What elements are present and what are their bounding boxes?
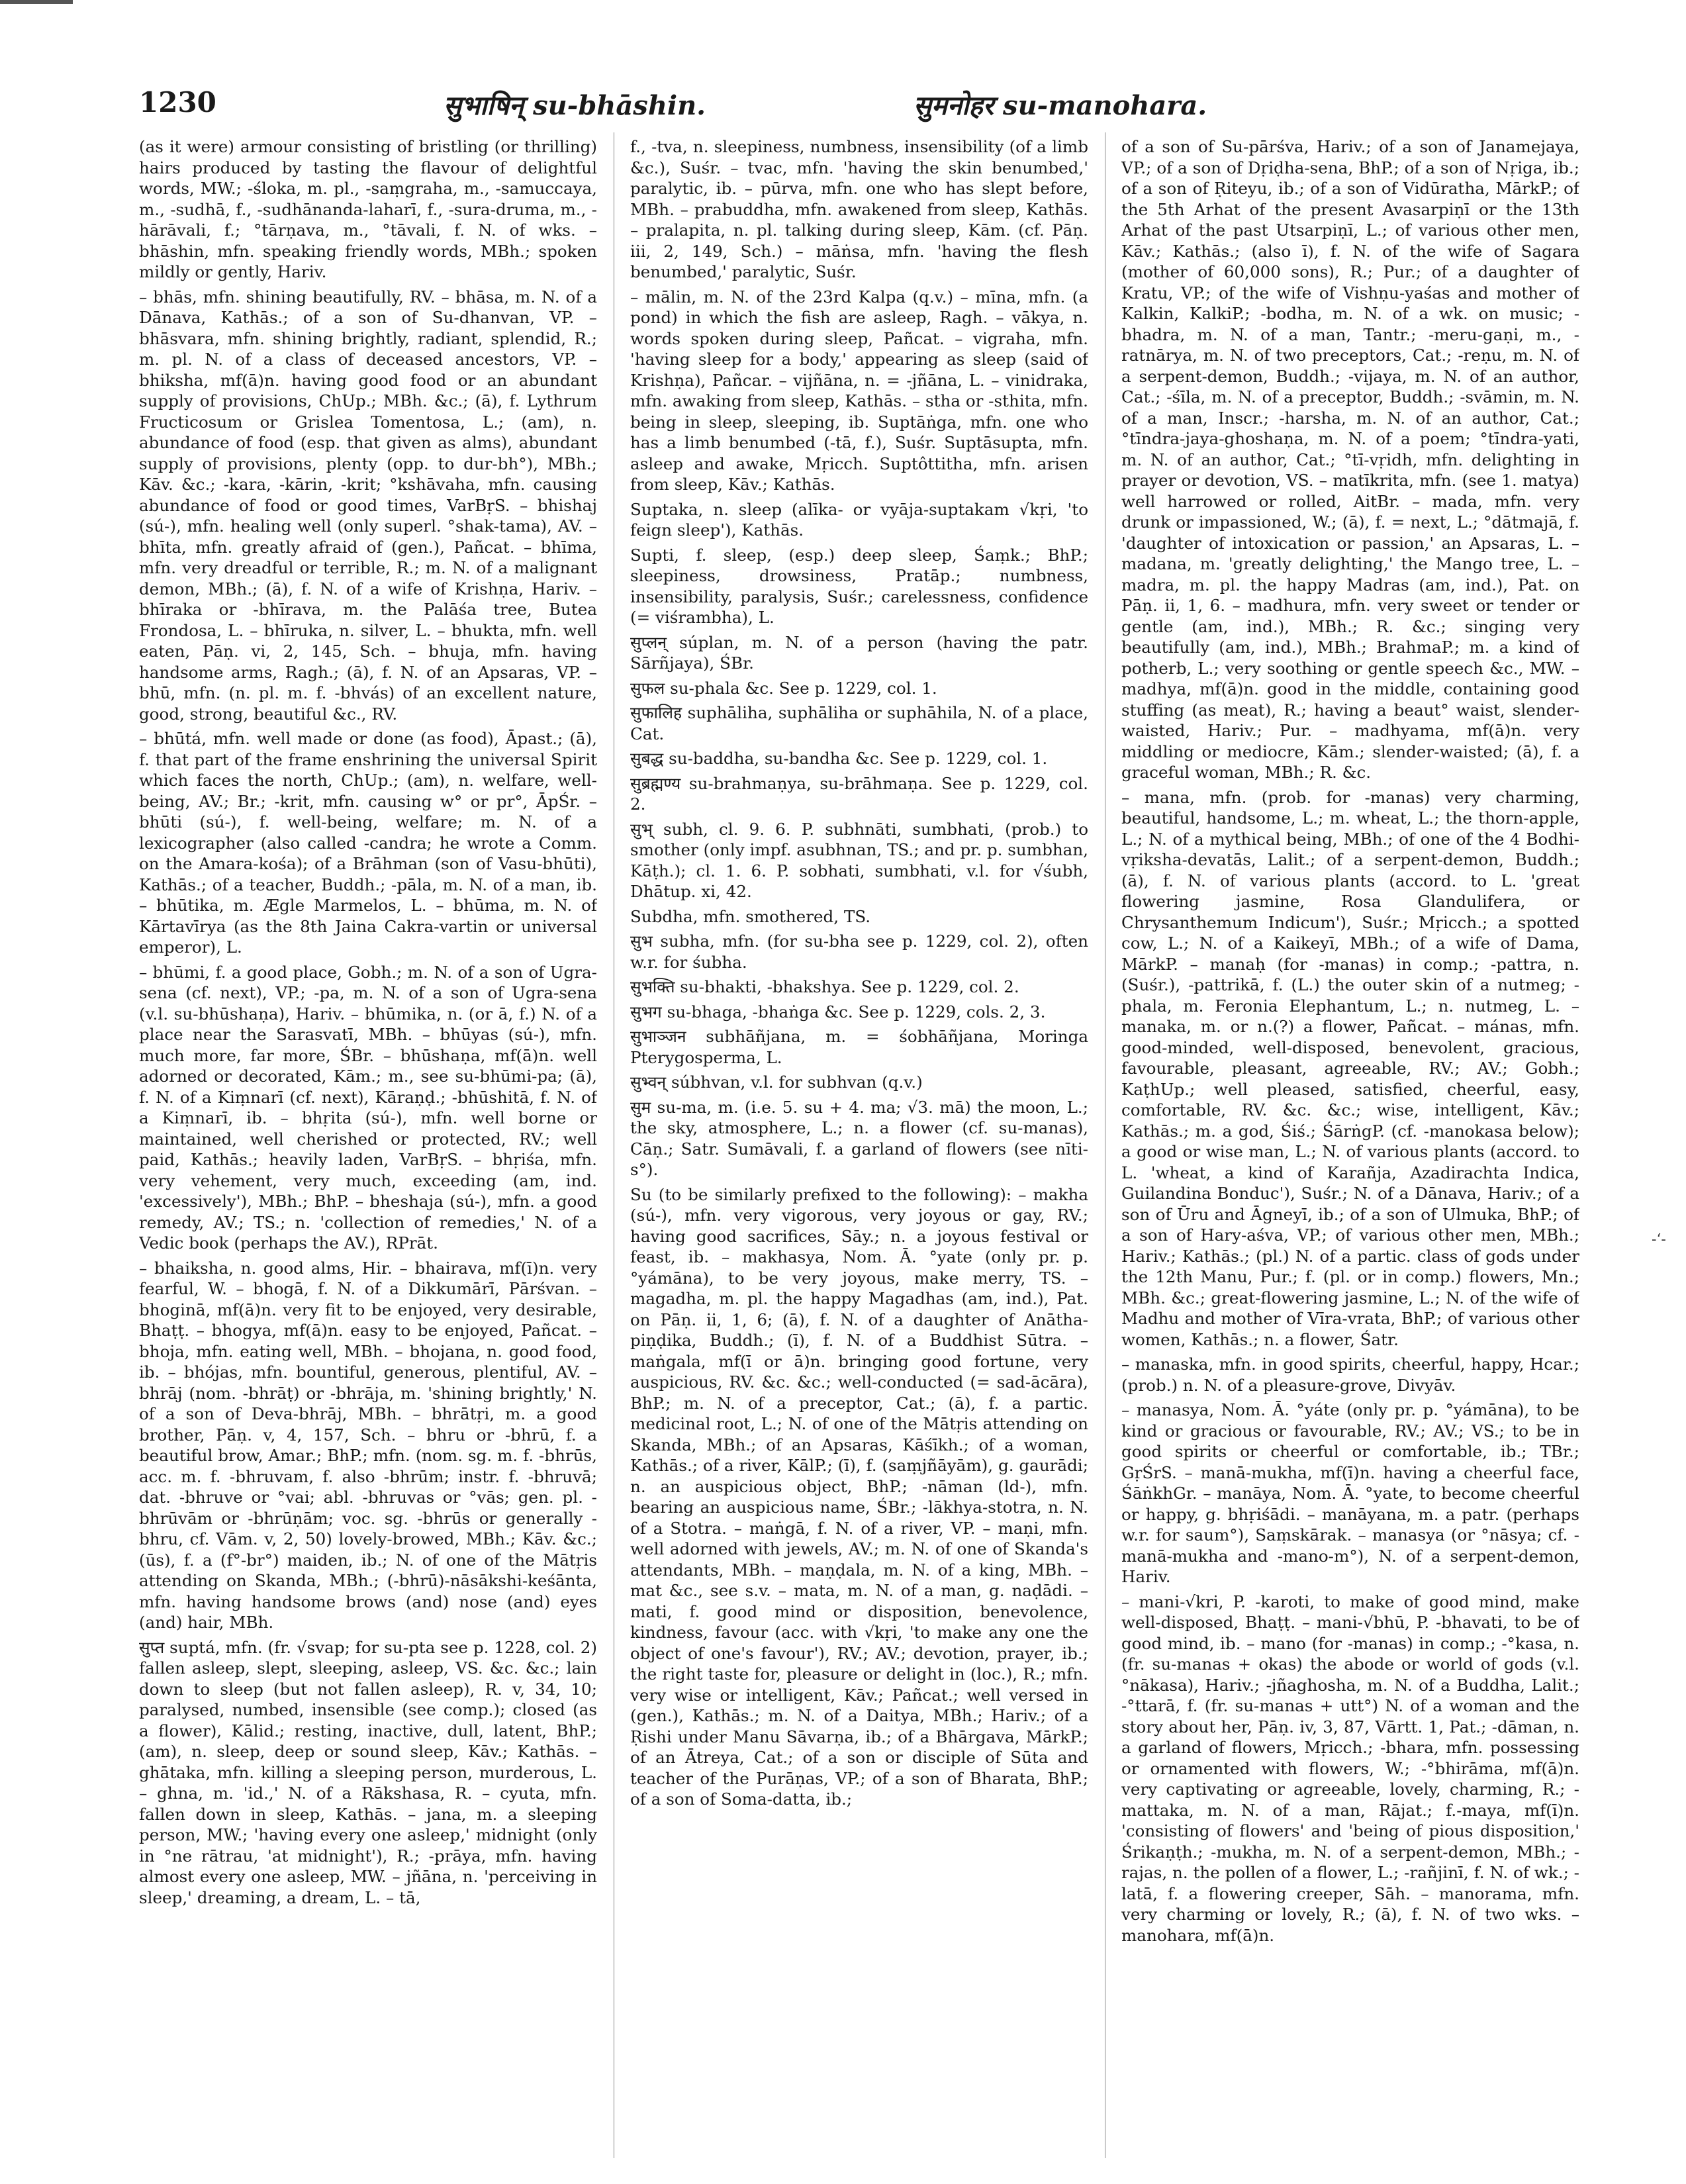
dictionary-entry: सुफालिह suphāliha, suphāliha or suphāhila, N. of a place, Cat. (630, 703, 1088, 743)
dictionary-entry: – bhūtá, mfn. well made or done (as food), Āpast.; (ā), f. that part of the frame enshrining the universal Spirit which faces the north, ChUp.; (am), n. welfare, well-being, AV.; Br.; -krit, mfn. causing w° or pr°, ĀpŚr. – bhūti (sú-), f. well-being, welfare; m. N. of a lexicographer (also called -candra; he wrote a Comm. on the Amara-kośa); of a Brāhman (son of Vasu-bhūti), Kathās.; of a teacher, Buddh.; -pāla, m. N. of a man, ib. – bhūtika, m. Ægle Marmelos, L. – bhūma, m. N. of Kārtavīrya (as the 8th Jaina Cakra-vartin or universal emperor), L. (139, 729, 597, 957)
column-3 (1121, 132, 1579, 2158)
right-running-headword: सुमनोहर su-manohara. (913, 90, 1207, 121)
column-1 (139, 132, 597, 2158)
left-running-headword: सुभाषिन् su-bhāshin. (444, 90, 706, 121)
dictionary-entry: Suptaka, n. sleep (alīka- or vyāja-suptakam √kṛi, 'to feign sleep'), Kathās. (630, 499, 1088, 540)
dictionary-entry: सुभ्वन् súbhvan, v.l. for subhvan (q.v.) (630, 1072, 923, 1092)
dictionary-entry: – mana, mfn. (prob. for -manas) very charming, beautiful, handsome, L.; m. wheat, L.; the thorn-apple, L.; N. of a mythical being, MBh.; of one of the 4 Bodhi-vṛiksha-devatās, Lalit.; of a serpent-demon, Buddh.; (ā), f. N. of various plants (accord. to L. 'great flowering jasmine, Rosa Glandulifera, or Chrysanthemum Indicum'), Suśr.; Mṛicch.; a spotted cow, L.; N. of a Kaikeyī, MBh.; of a wife of Dama, MārkP. – manaḥ (for -manas) in comp.; -pattra, n. (Suśr.), -pattrikā, f. (L.) the outer skin of a nutmeg; -phala, m. Feronia Elephantum, L.; n. nutmeg, L. – manaka, m. or n.(?) a flower, Pañcat. – mánas, mfn. good-minded, well-disposed, benevolent, gracious, favourable, pleasant, agreeable, RV.; AV.; Gobh.; KaṭhUp.; well pleased, satisfied, cheerful, easy, comfortable, RV. &c. &c.; wise, intelligent, Kāv.; Kathās.; m. a god, Śiś.; ŚārṅgP. (cf. -manokasa below); a good or wise man, L.; N. of various plants (accord. to L. 'wheat, a kind of Karañja, Azadirachta Indica, Guilandina Bonduc'), Suśr.; N. of a Dānava, Hariv.; of a son of Ūru and Āgneyī, ib.; of a son of Ulmuka, BhP.; of a son of Hary-aśva, VP.; of various other men, MBh.; Hariv.; Kathās.; (pl.) N. of a partic. class of gods under the 12th Manu, Pur.; f. (pl. or in comp.) flowers, Mn.; MBh. &c.; great-flowering jasmine, L.; N. of the wife of Madhu and mother of Vīra-vrata, BhP.; of various other women, Kathās.; n. a flower, Śatr. (1121, 787, 1579, 1349)
dictionary-entry: सुफल su-phala &c. See p. 1229, col. 1. (630, 678, 937, 698)
dictionary-body (139, 132, 1582, 2158)
dictionary-entry: – manasya, Nom. Ā. °yáte (only pr. p. °yámāna), to be kind or gracious or favourable, RV.; AV.; VS.; to be in good spirits or cheerful or comfortable, ib.; TBr.; GṛŚrS. – manā-mukha, mf(ī)n. having a cheerful face, ŚāṅkhGr. – manāya, Nom. Ā. °yate, to become cheerful or happy, g. bhṛiśādi. – manāyana, m. a patr. (perhaps w.r. for saum°), Saṃskārak. – manasya (or °nāsya; cf. -manā-mukha and -mano-m°), N. of a serpent-demon, Hariv. (1121, 1400, 1579, 1586)
dictionary-entry: – bhūmi, f. a good place, Gobh.; m. N. of a son of Ugra-sena (cf. next), VP.; -pa, m. N. of a son of Ugra-sena (v.l. su-bhūshaṇa), Hariv. – bhūmika, n. (or ā, f.) N. of a place near the Sarasvatī, MBh. – bhūyas (sú-), mfn. much more, far more, ŚBr. – bhūshaṇa, mf(ā)n. well adorned or decorated, Kām.; m., see su-bhūmi-pa; (ā), f. N. of a Kiṃnarī (cf. next), Kāraṇḍ.; -bhūshitā, f. N. of a Kiṃnarī, ib. – bhṛita (sú-), mfn. well borne or maintained, well cherished or protected, RV.; well paid, Kathās.; heavily laden, VarBṛS. – bhṛiśa, mfn. very vehement, very much, exceeding (am, ind. 'excessively'), MBh.; BhP. – bheshaja (sú-), mfn. a good remedy, AV.; TS.; n. 'collection of remedies,' N. of a Vedic book (perhaps the AV.), RPrāt. (139, 962, 597, 1253)
dictionary-entry: of a son of Su-pārśva, Hariv.; of a son of Janamejaya, VP.; of a son of Dṛiḍha-sena, BhP.; of a son of Nṛiga, ib.; of a son of Ṛiteyu, ib.; of a son of Vidūratha, MārkP.; of the 5th Arhat of the present Avasarpiṇī or the 13th Arhat of the past Utsarpiṇī, L.; of various other men, Kāv.; Kathās.; (also ī), f. N. of the wife of Sagara (mother of 60,000 sons), R.; Pur.; of a daughter of Kratu, VP.; of the wife of Vishṇu-yaśas and mother of Kalkin, KalkiP.; -bodha, m. N. of a wk. on music; -bhadra, m. N. of a man, Tantr.; -meru-gaṇi, m., -ratnārya, m. N. of two preceptors, Cat.; -reṇu, m. N. of a serpent-demon, Buddh.; -vijaya, m. N. of an author, Cat.; -śīla, m. N. of a preceptor, Buddh.; -svāmin, m. N. of a man, Inscr.; -harsha, m. N. of an author, Cat.; °tīndra-jaya-ghoshaṇa, m. N. of a poem; °tīndra-yati, m. N. of an author, Cat.; °tī-vṛidh, mfn. delighting in prayer or devotion, VS. – matīkrita, mfn. (see 1. matya) well harrowed or rolled, AitBr. – mada, mfn. very drunk or impassioned, W.; (ā), f. = next, L.; °dātmajā, f. 'daughter of intoxication or passion,' an Apsaras, L. – madana, m. 'greatly delighting,' the Mango tree, L. – madra, m. pl. the happy Madras (am, ind.), Pat. on Pāṇ. ii, 1, 6. – madhura, mfn. very sweet or tender or gentle (am, ind.), MBh.; R. &c.; singing very beautifully (am, ind.), MBh.; BrahmaP.; m. a kind of potherb, L.; very soothing or gentle speech &c., MW. – madhya, mf(ā)n. good in the middle, containing good stuffing (as meat), R.; having a beaut° waist, slender-waisted, Hariv.; Pur. – madhyama, mf(ā)n. very middling or mediocre, Kām.; slender-waisted; (ā), f. a graceful woman, MBh.; R. &c. (1121, 137, 1579, 782)
dictionary-entry: सुबद्ध su-baddha, su-bandha &c. See p. 1229, col. 1. (630, 749, 1048, 768)
dictionary-entry: सुप्त suptá, mfn. (fr. √svap; for su-pta see p. 1228, col. 2) fallen asleep, slept, sleeping, asleep, VS. &c. &c.; lain down to sleep (but not fallen asleep), R. v, 34, 10; paralysed, numbed, insensible (see comp.); closed (as a flower), Kālid.; resting, inactive, dull, latent, BhP.; (am), n. sleep, deep or sound sleep, Kāv.; Kathās. – ghātaka, mfn. killing a sleeping person, murderous, L. – ghna, m. 'id.,' N. of a Rākshasa, R. – cyuta, mfn. fallen down in sleep, Kathās. – jana, m. a sleeping person, MW.; 'having every one asleep,' midnight (only in °ne rātrau, 'at midnight'), R.; -prāya, mfn. having almost every one asleep, MW. – jñāna, n. 'perceiving in sleep,' dreaming, a dream, L. – tā, (139, 1637, 597, 1907)
page-number: 1230 (139, 86, 216, 119)
dictionary-entry: सुम su-ma, m. (i.e. 5. su + 4. ma; √3. mā) the moon, L.; the sky, atmosphere, L.; n. a flower (cf. su-manas), Cāṇ.; Satr. Sumāvali, f. a garland of flowers (see nīti-s°). (630, 1097, 1088, 1179)
dictionary-entry: सुभ् subh, cl. 9. 6. P. subhnāti, sumbhati, (prob.) to smother (only impf. asubhnan, TS.; and pr. p. sumbhan, Kāṭh.); cl. 1. 6. P. sobhati, sumbhati, v.l. for √śubh, Dhātup. xi, 42. (630, 819, 1088, 901)
dictionary-entry: Supti, f. sleep, (esp.) deep sleep, Śaṃk.; BhP.; sleepiness, drowsiness, Pratāp.; numbness, insensibility, paralysis, Suśr.; carelessness, confidence (= viśrambha), L. (630, 545, 1088, 627)
dictionary-entry: – mālin, m. N. of the 23rd Kalpa (q.v.) – mīna, mfn. (a pond) in which the fish are asleep, Ragh. – vākya, n. words spoken during sleep, Pañcat. – vigraha, mfn. 'having sleep for a body,' appearing as sleep (said of Krishṇa), Pañcar. – vijñāna, n. = -jñāna, L. – vinidraka, mfn. awaking from sleep, Kathās. – stha or -sthita, mfn. being in sleep, sleeping, ib. Suptāṅga, mfn. one who has a limb benumbed (-tā, f.), Suśr. Suptāsupta, mfn. asleep and awake, Mṛicch. Suptôttitha, mfn. arisen from sleep, Kāv.; Kathās. (630, 287, 1088, 494)
dictionary-entry: – manaska, mfn. in good spirits, cheerful, happy, Hcar.; (prob.) n. N. of a pleasure-grove, Divyāv. (1121, 1354, 1579, 1395)
dictionary-entry: – mani-√kri, P. -karoti, to make of good mind, make well-disposed, Bhaṭṭ. – mani-√bhū, P. -bhavati, to be of good mind, ib. – mano (for -manas) in comp.; -°kasa, n. (fr. su-manas + okas) the abode or world of gods (v.l. °nākasa), Hariv.; -jñaghosha, m. N. of a Buddha, Lalit.; -°ttarā, f. (fr. su-manas + utt°) N. of a woman and the story about her, Pāṇ. iv, 3, 87, Vārtt. 1, Pat.; -dāman, n. a garland of flowers, Mṛicch.; -bhara, mfn. possessing or ornamented with flowers, W.; -°bhirāma, mf(ā)n. very captivating or agreeable, lovely, charming, R.; -mattaka, m. N. of a man, Rājat.; f.-maya, mf(ī)n. 'consisting of flowers' and 'being of pious disposition,' Śrikaṇṭh.; -mukha, m. N. of a serpent-demon, MBh.; -rajas, n. the pollen of a flower, L.; -rañjinī, f. N. of wk.; -latā, f. a flowering creeper, Sāh. – manorama, mfn. very charming or lovely, R.; (ā), f. N. of two wks. – manohara, mf(ā)n. (1121, 1591, 1579, 1945)
margin-mark: -ʻ- (1652, 1231, 1666, 1248)
dictionary-entry: सुभाञ्जन subhāñjana, m. = śobhāñjana, Moringa Pterygosperma, L. (630, 1027, 1088, 1067)
dictionary-entry: सुब्रह्मण्य su-brahmaṇya, su-brāhmaṇa. See p. 1229, col. 2. (630, 773, 1088, 814)
dictionary-entry: सुभग su-bhaga, -bhaṅga &c. See p. 1229, cols. 2, 3. (630, 1002, 1046, 1021)
column-2 (630, 132, 1088, 2158)
page-header (139, 86, 1628, 126)
dictionary-entry: Su (to be similarly prefixed to the following): – makha (sú-), mfn. very vigorous, very joyous or gay, RV.; having good sacrifices, Sāy.; n. a joyous festival or feast, ib. – makhasya, Nom. Ā. °yate (only pr. p. °yámāna), to be very joyous, make merry, TS. – magadha, m. pl. the happy Magadhas (am, ind.), Pat. on Pāṇ. ii, 1, 6; (ā), f. N. of a daughter of Anātha-piṇḍika, Buddh.; (ī), f. N. of a Buddhist Sūtra. – maṅgala, mf(ī or ā)n. bringing good fortune, very auspicious, RV. &c. &c.; well-conducted (= sad-ācāra), BhP.; m. N. of a preceptor, Cat.; (ā), f. a partic. medicinal root, L.; N. of one of the Mātṛis attending on Skanda, MBh.; of an Apsaras, Kāśīkh.; of a woman, Kathās.; of a river, KālP.; (ī), f. (saṃjñāyām), g. gaurādi; n. an auspicious object, BhP.; -nāman (ld-), mfn. bearing an auspicious name, ŚBr.; -lākhya-stotra, n. N. of a Stotra. – maṅgā, f. N. of a river, VP. – maṇi, mfn. well adorned with jewels, AV.; m. N. of one of Skanda's attendants, MBh. – maṇḍala, m. N. of a king, MBh. – mat &c., see s.v. – mata, m. N. of a man, g. naḍādi. – mati, f. good mind or disposition, benevolence, kindness, favour (acc. with √kṛi, 'to make any one the object of one's favour'), RV.; AV.; devotion, prayer, ib.; the right taste for, pleasure or delight in (loc.), R.; mfn. very wise or intelligent, Kāv.; Pañcat.; well versed in (gen.), Kathās.; m. N. of a Daitya, MBh.; Hariv.; of a Ṛishi under Manu Sāvarṇa, ib.; of a Bhārgava, MārkP.; of an Ātreya, Cat.; of a son or disciple of Sūta and teacher of the Purāṇas, VP.; of a son of Bharata, BhP.; of a son of Soma-datta, ib.; (630, 1184, 1088, 1809)
dictionary-entry: f., -tva, n. sleepiness, numbness, insensibility (of a limb &c.), Suśr. – tvac, mfn. 'having the skin benumbed,' paralytic, ib. – pūrva, mfn. one who has slept before, MBh. – prabuddha, mfn. awakened from sleep, Kathās. – pralapita, n. pl. talking during sleep, Kām. (cf. Pāṇ. iii, 2, 149, Sch.) – māṅsa, mfn. 'having the flesh benumbed,' paralytic, Suśr. (630, 137, 1088, 281)
dictionary-entry: – bhaiksha, n. good alms, Hir. – bhairava, mf(ī)n. very fearful, W. – bhogā, f. N. of a Dikkumārī, Pārśvan. – bhoginā, mf(ā)n. very fit to be enjoyed, very desirable, Bhaṭṭ. – bhogya, mf(ā)n. easy to be enjoyed, Pañcat. – bhoja, mfn. eating well, MBh. – bhojana, n. good food, ib. – bhójas, mfn. bountiful, generous, plentiful, AV. – bhrāj (nom. -bhrāṭ) or -bhrāja, m. 'shining brightly,' N. of a son of Deva-bhrāj, MBh. – bhrātṛi, m. a good brother, Pāṇ. v, 4, 157, Sch. – bhru or -bhrū, f. a beautiful brow, Amar.; BhP.; mfn. (nom. sg. m. f. -bhrūs, acc. m. f. -bhruvam, f. also -bhrūm; instr. f. -bhruvā; dat. -bhruve or °vai; abl. -bhruvas or °vās; gen. pl. -bhrūvām or -bhrūṇām; voc. sg. -bhrūs or generally -bhru, cf. Vām. v, 2, 50) lovely-browed, MBh.; Kāv. &c.; (ūs), f. a (f°-br°) maiden, ib.; N. of one of the Mātṛis attending on Skanda, MBh.; (-bhrū)-nāsākshi-keśānta, mfn. having handsome brows (and) nose (and) eyes (and) hair, MBh. (139, 1258, 597, 1632)
dictionary-entry: सुप्लन् súplan, m. N. of a person (having the patr. Sārñjaya), ŚBr. (630, 632, 1088, 673)
dictionary-entry: Subdha, mfn. smothered, TS. (630, 906, 871, 926)
dictionary-entry: सुभ subha, mfn. (for su-bha see p. 1229, col. 2), often w.r. for śubha. (630, 931, 1088, 972)
dictionary-entry: सुभक्ति su-bhakti, -bhakshya. See p. 1229, col. 2. (630, 977, 1019, 996)
scan-edge-mark (0, 0, 73, 4)
dictionary-entry: – bhās, mfn. shining beautifully, RV. – bhāsa, m. N. of a Dānava, Kathās.; of a son of Su-dhanvan, VP. – bhāsvara, mfn. shining brightly, radiant, splendid, R.; m. pl. N. of a class of deceased ancestors, VP. – bhiksha, mf(ā)n. having good food or an abundant supply of provisions, ChUp.; MBh. &c.; (ā), f. Lythrum Fructicosum or Grislea Tomentosa, L.; (am), n. abundance of food (esp. that given as alms), abundant supply of provisions, plenty (opp. to dur-bh°), MBh.; Kāv. &c.; -kara, -kārin, -krit; °kshāvaha, mfn. causing abundance of food or good times, VarBṛS. – bhishaj (sú-), mfn. healing well (only superl. °shak-tama), AV. – bhīta, mfn. greatly afraid of (gen.), Pañcat. – bhīma, mfn. very dreadful or terrible, R.; m. N. of a malignant demon, MBh.; (ā), f. N. of a wife of Krishṇa, Hariv. – bhīraka or -bhīrava, m. the Palāśa tree, Butea Frondosa, L. – bhīruka, n. silver, L. – bhukta, mfn. well eaten, Pāṇ. vi, 2, 145, Sch. – bhuja, mfn. having handsome arms, Ragh.; (ā), f. N. of an Apsaras, VP. – bhū, mfn. (n. pl. m. f. -bhvás) of an excellent nature, good, strong, beautiful &c., RV. (139, 287, 597, 724)
dictionary-entry: (as it were) armour consisting of bristling (or thrilling) hairs produced by tasting the flavour of delightful words, MW.; -śloka, m. pl., -saṃgraha, m., -samuccaya, m., -sudhā, f., -sudhānanda-laharī, f., -sura-druma, m., -hārāvali, f.; °tārṇava, m., °tāvali, f. N. of wks. – bhāshin, mfn. speaking friendly words, MBh.; spoken mildly or gently, Hariv. (139, 137, 597, 281)
